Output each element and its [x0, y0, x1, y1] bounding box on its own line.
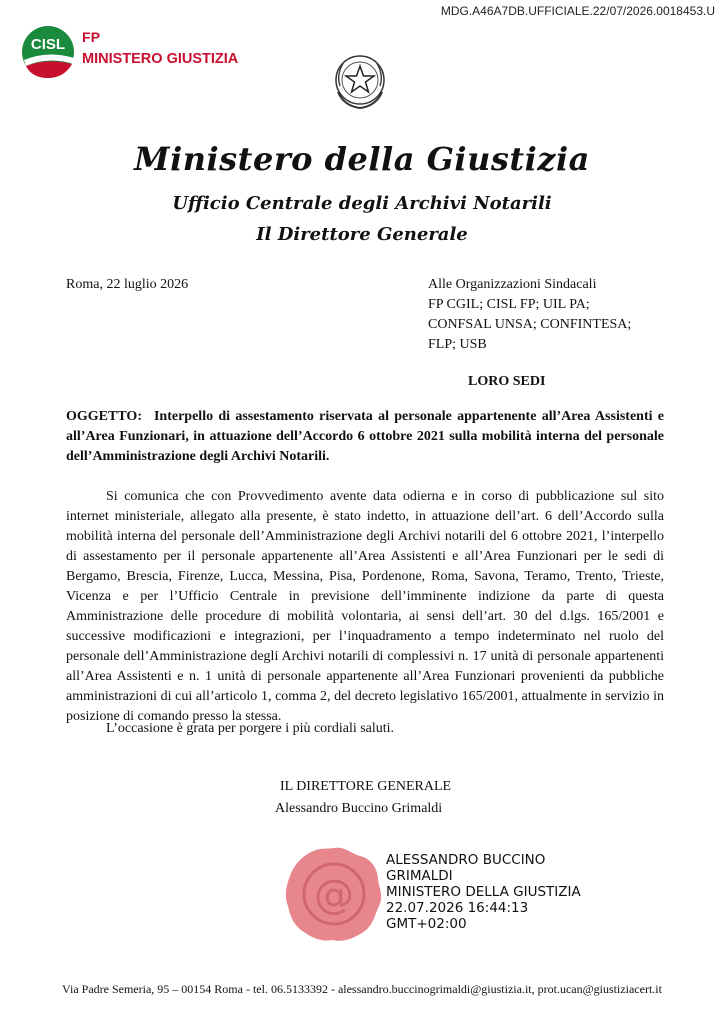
protocol-number: MDG.A46A7DB.UFFICIALE.22/07/2026.0018453.U [440, 4, 715, 18]
digital-seal-icon [282, 842, 386, 946]
cisl-text: CISL [30, 36, 66, 53]
recipients-block [428, 275, 631, 355]
cisl-logo-icon [20, 24, 82, 80]
body-paragraph: Si comunica che con Provvedimento avente data odierna e in corso di pubblicazione sul sito internet ministeriale, allegato alla presente, è stato indetto, in attuazione dell’art. 6 dell’Accordo sulla mobilità interna del personale dell’Amministrazione degli Archivi notarili del 6 ottobre 2021, l’interpello di assestamento per il personale appartenente all’Area Assistenti e all’Area Funzionari per le sedi di Bergamo, Brescia, Firenze, Lucca, Messina, Pisa, Pordenone, Roma, Savona, Teramo, Trento, Trieste, Vicenza e per l’Ufficio Centrale in previsione dell’imminente indizione da parte di questa Amministrazione delle procedure di mobilità volontaria, ai sensi dell’art. 30 del d.lgs. 165/2001 e successive modificazioni e integrazioni, per l’inquadramento a tempo indeterminato nel ruolo del personale dell’Amministrazione degli Archivi notarili di complessivi n. 17 unità di personale appartenenti all’Area Assistenti e n. 1 unità di personale appartenente all’Area Funzionari provenienti da pubbliche amministrazioni di cui all’articolo 1, comma 2, del decreto legislativo 165/2001, attualmente in servizio in posizione di comando presso la stessa. [66, 489, 664, 724]
date-place: Roma, 22 luglio 2026 [66, 277, 189, 292]
digital-signature-line: MINISTERO DELLA GIUSTIZIA [386, 884, 581, 900]
digital-signature-line: ALESSANDRO BUCCINO [386, 852, 546, 868]
svg-text:@: @ [314, 872, 354, 918]
loro-sedi: LORO SEDI [468, 374, 546, 389]
recipient-line: CONFSAL UNSA; CONFINTESA; [428, 317, 632, 332]
closing-line: L’occasione è grata per porgere i più cordiali saluti. [106, 721, 395, 736]
recipient-line: FP CGIL; CISL FP; UIL PA; [428, 297, 590, 312]
cisl-fp-logo [20, 24, 240, 80]
fp-text: FP [82, 29, 101, 45]
digital-signature-info [386, 852, 581, 932]
digital-signature-line: GRIMALDI [386, 868, 453, 884]
office-title: Ufficio Centrale degli Archivi Notarili [172, 193, 552, 214]
subject-label: OGGETTO: [66, 409, 142, 424]
director-title: Il Direttore Generale [256, 224, 468, 245]
logo-subtitle: MINISTERO GIUSTIZIA [82, 51, 239, 67]
signature-role: IL DIRETTORE GENERALE [280, 779, 452, 794]
footer-contacts: Via Padre Semeria, 95 – 00154 Roma - tel. 06.5133392 - alessandro.buccinogrimaldi@giustizia.it, prot.ucan@giustiziacert.it [62, 982, 662, 996]
digital-signature-line: GMT+02:00 [386, 916, 467, 932]
subject-text: Interpello di assestamento riservata al personale appartenente all’Area Assistenti e all’Area Funzionari, in attuazione dell’Accordo 6 ottobre 2021 sulla mobilità interna del personale dell’Amministrazione degli Archivi Notarili. [66, 409, 664, 464]
ministry-title: Ministero della Giustizia [134, 140, 590, 178]
subject-block [66, 407, 664, 467]
digital-signature-line: 22.07.2026 16:44:13 [386, 900, 529, 916]
signature-name: Alessandro Buccino Grimaldi [275, 801, 443, 816]
recipient-line: FLP; USB [428, 337, 487, 352]
republic-emblem-icon [330, 52, 390, 112]
recipient-line: Alle Organizzazioni Sindacali [428, 277, 597, 292]
